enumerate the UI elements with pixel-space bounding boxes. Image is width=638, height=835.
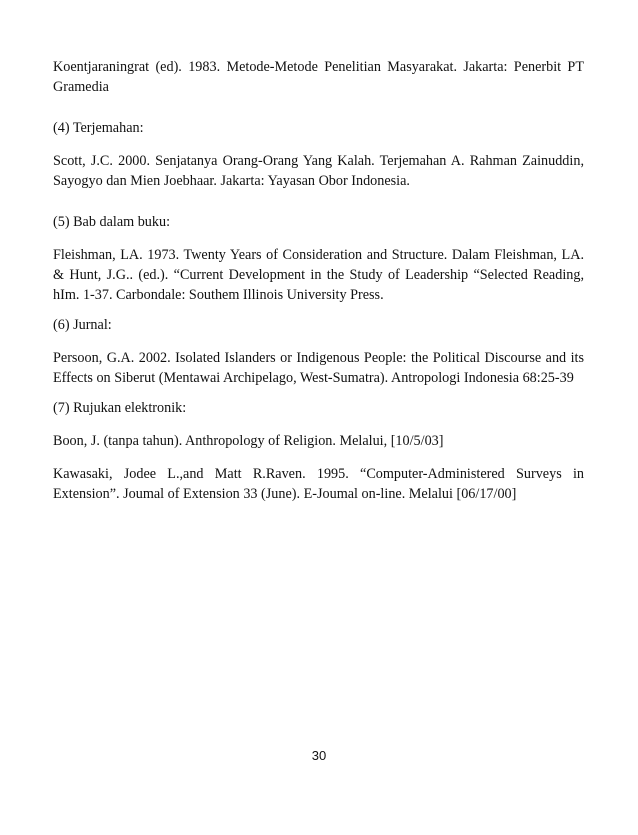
spacer <box>53 97 584 118</box>
section-heading-jurnal: (6) Jurnal: <box>53 317 112 333</box>
section-heading-bab-dalam-buku: (5) Bab dalam buku: <box>53 214 171 230</box>
spacer <box>53 388 584 398</box>
spacer <box>53 191 584 212</box>
spacer <box>53 451 584 464</box>
reference-entry-fleishman: Fleishman, LA. 1973. Twenty Years of Consideration and Structure. Dalam Fleishman, LA. & Hunt, J.G.. (ed.). “Current Development in the Study of Leadership “Selected Reading, hIm. 1-37. Carbondale: Southem Illinois University Press. <box>53 247 584 303</box>
spacer <box>53 305 584 315</box>
reference-list <box>53 57 584 504</box>
section-heading-terjemahan: (4) Terjemahan: <box>53 120 144 136</box>
section-heading-rujukan-elektronik: (7) Rujukan elektronik: <box>53 400 187 416</box>
reference-entry-persoon: Persoon, G.A. 2002. Isolated Islanders or Indigenous People: the Political Discourse and its Effects on Siberut (Mentawai Archipelago, West-Sumatra). Antropologi Indonesia 68:25-39 <box>53 350 584 386</box>
spacer <box>53 335 584 348</box>
page-number: 30 <box>311 748 327 763</box>
reference-entry-koentjaraningrat: Koentjaraningrat (ed). 1983. Metode-Metode Penelitian Masyarakat. Jakarta: Penerbit PT Gramedia <box>53 59 584 95</box>
spacer <box>53 138 584 151</box>
reference-entry-boon: Boon, J. (tanpa tahun). Anthropology of Religion. Melalui, [10/5/03] <box>53 433 444 449</box>
spacer <box>53 418 584 431</box>
reference-entry-kawasaki: Kawasaki, Jodee L.,and Matt R.Raven. 1995. “Computer-Administered Surveys in Extension”. Joumal of Extension 33 (June). E-Joumal on-line. Melalui [06/17/00] <box>53 466 584 502</box>
reference-entry-scott: Scott, J.C. 2000. Senjatanya Orang-Orang Yang Kalah. Terjemahan A. Rahman Zainuddin, Sayogyo dan Mien Joebhaar. Jakarta: Yayasan Obor Indonesia. <box>53 153 584 189</box>
spacer <box>53 232 584 245</box>
